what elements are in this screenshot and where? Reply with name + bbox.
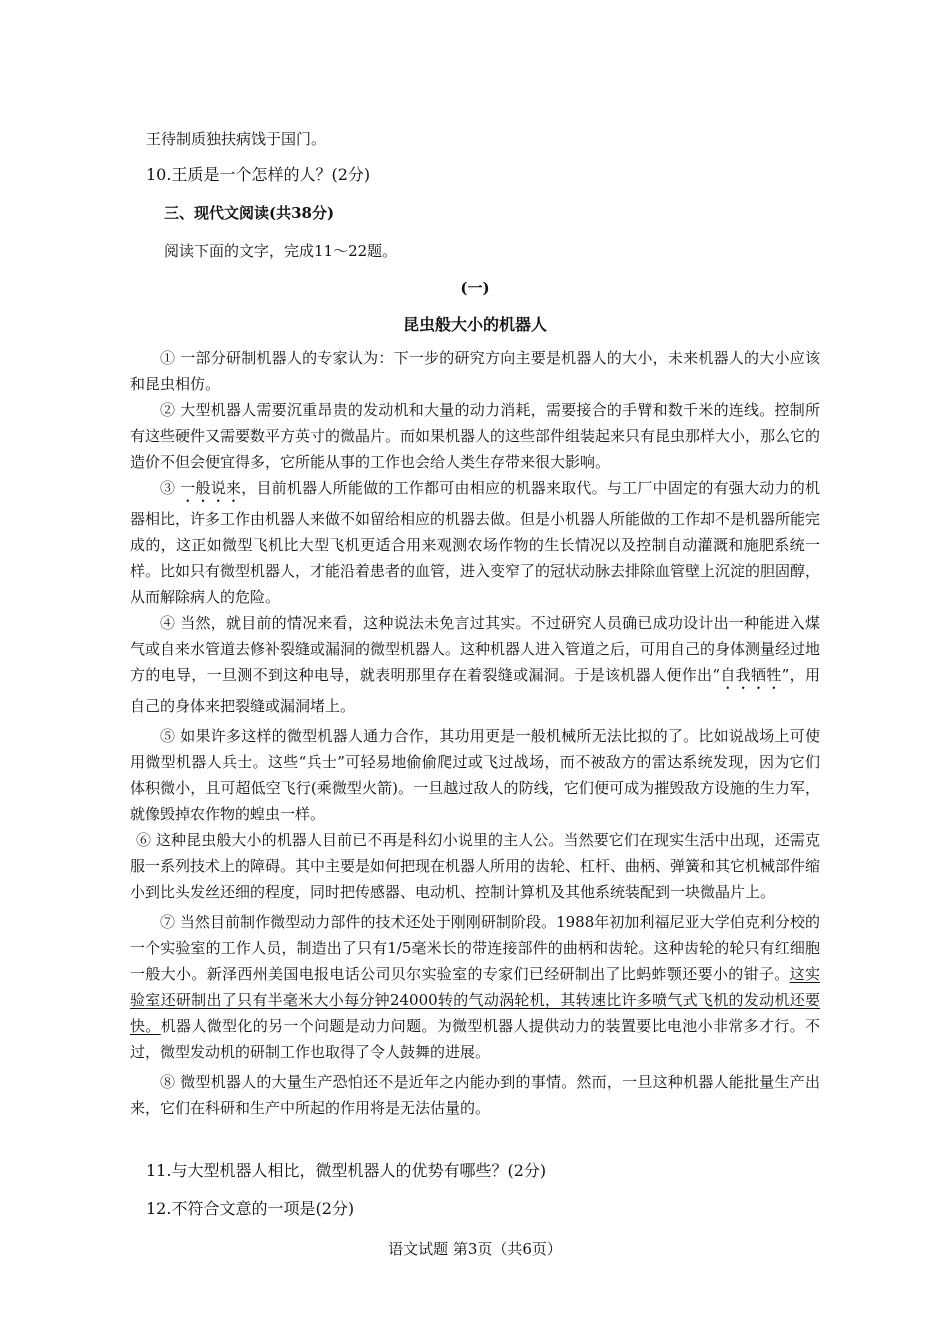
paragraph-2: ② 大型机器人需要沉重昂贵的发动机和大量的动力消耗，需要接合的手臂和数千米的连线。控制所有这些硬件又需要数平方英寸的微晶片。而如果机器人的这些部件组装起来只有昆虫那样大小，那么它的造价不但会便宜得多，它所能从事的工作也会给人类生存带来很大影响。 [130, 401, 821, 471]
paragraph-4-text: ④ 当然，就目前的情况来看，这种说法未免言过其实。不过研究人员确已成功设计出一种能进入煤气或自来水管道去修补裂缝或漏洞的微型机器人。这种机器人进入管道之后，可用自己的身体测量经过地方的电导，一旦测不到这种电导，就表明那里存在着裂缝或漏洞。于是该机器人便作出“ [130, 614, 821, 684]
paragraph-4-text-end: ”，用自己的身体来把裂缝或漏洞堵上。 [130, 666, 820, 715]
paragraph-1: ① 一部分研制机器人的专家认为：下一步的研究方向主要是机器人的大小，未来机器人的大小应该和昆虫相仿。 [130, 349, 820, 393]
question-11: 11.与大型机器人相比，微型机器人的优势有哪些？(2分) [146, 1161, 547, 1180]
passage-body [130, 345, 820, 1121]
question-12: 12.不符合文意的一项是(2分) [146, 1199, 355, 1218]
underlined-sentence: 这实验室还研制出了只有半毫米大小每分钟24000转的气动涡轮机，其转速比许多喷气式飞机的发动机还要快。 [130, 965, 820, 1035]
paragraph-8: ⑧ 微型机器人的大量生产恐怕还不是近年之内能办到的事情。然而，一旦这种机器人能批量生产出来，它们在科研和生产中所起的作用将是无法估量的。 [130, 1073, 820, 1117]
paragraph-5: ⑤ 如果许多这样的微型机器人通力合作，其功用更是一般机械所无法比拟的了。比如说战场上可使用微型机器人兵士。这些“兵士”可轻易地偷偷爬过或飞过战场，而不被敌方的雷达系统发现，因为它们体积微小，且可超低空飞行(乘微型火箭)。一旦越过敌人的防线，它们便可成为摧毁敌方设施的生力军，就像毁掉农作物的蝗虫一样。 [130, 727, 820, 823]
paragraph-3-number: ③ [160, 479, 181, 497]
page-footer: 语文试题 第3页（共6页） [388, 1240, 562, 1258]
passage-title: 昆虫般大小的机器人 [402, 315, 547, 334]
paragraph-3 [130, 475, 820, 610]
part-label: (一) [460, 279, 490, 297]
dotted-phrase-yiban-shuolai: 一般说来 [180, 479, 242, 497]
paragraph-7-text-end: 机器人微型化的另一个问题是动力问题。为微型机器人提供动力的装置要比电池小非常多才行。不过，微型发动机的研制工作也取得了令人鼓舞的进展。 [130, 1017, 820, 1061]
paragraph-4 [130, 610, 820, 719]
paragraph-3-text: ，目前机器人所能做的工作都可由相应的机器来取代。与工厂中固定的有强大动力的机器相比，许多工作由机器人来做不如留给相应的机器去做。但是小机器人所能做的工作却不是机器所能完成的，这正如微型飞机比大型飞机更适合用来观测农场作物的生长情况以及控制自动灌溉和施肥系统一样。比如只有微型机器人，才能沿着患者的血管，进入变窄了的冠状动脉去排除血管壁上沉淀的胆固醇，从而解除病人的危险。 [130, 479, 821, 606]
question-10: 10.王质是一个怎样的人？(2分) [146, 165, 371, 184]
paragraph-7 [130, 909, 820, 1065]
paragraph-7-text: ⑦ 当然目前制作微型动力部件的技术还处于刚刚研制阶段。1988年初加利福尼亚大学伯克利分校的一个实验室的工作人员，制造出了只有1/5毫米长的带连接部件的曲柄和齿轮。这种齿轮的轮只有红细胞一般大小。新泽西州美国电报电话公司贝尔实验室的专家们已经研制出了比蚂蚱颚还要小的钳子。 [130, 913, 820, 983]
section-instruction: 阅读下面的文字，完成11～22题。 [164, 242, 398, 260]
paragraph-6: ⑥ 这种昆虫般大小的机器人目前已不再是科幻小说里的主人公。当然要它们在现实生活中出现，还需克服一系列技术上的障碍。其中主要是如何把现在机器人所用的齿轮、杠杆、曲柄、弹簧和其它机械部件缩小到比头发丝还细的程度，同时把传感器、电动机、控制计算机及其他系统装配到一块微晶片上。 [130, 831, 821, 901]
section-heading: 三、现代文阅读(共38分) [164, 204, 335, 222]
dotted-phrase-ziwo-xisheng: 自我牺牲 [720, 666, 782, 684]
previous-passage-end: 王待制质独扶病饯于国门。 [146, 130, 327, 148]
